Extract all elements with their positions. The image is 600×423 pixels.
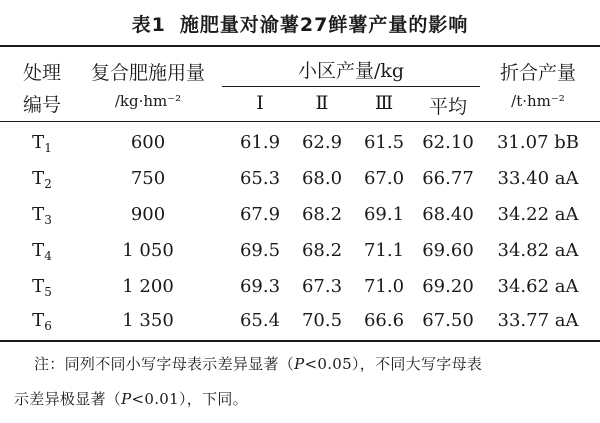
treatment-cell xyxy=(10,204,74,227)
header-treatment-line2: 编号 xyxy=(22,94,61,116)
average-cell: 69.60 xyxy=(422,240,474,261)
rep3-cell: 71.1 xyxy=(363,240,405,261)
yield-cell: 33.40 aA xyxy=(497,168,579,189)
table-title xyxy=(0,10,600,37)
treatment-letter: T xyxy=(32,240,45,261)
treatment-letter: T xyxy=(32,168,45,189)
table-caption: 施肥量对渝薯27鲜薯产量的影响 xyxy=(179,14,469,36)
rep1-cell: 67.9 xyxy=(239,204,281,225)
table-footnote-line2 xyxy=(14,382,586,417)
bottom-rule xyxy=(0,340,600,342)
table-footnote-line1 xyxy=(14,347,586,382)
header-plot-yield: 小区产量/kg xyxy=(297,60,405,82)
header-converted-line1: 折合产量 xyxy=(499,62,576,84)
average-cell: 68.40 xyxy=(422,204,474,225)
fertilizer-cell: 900 xyxy=(130,204,166,225)
treatment-index: 5 xyxy=(44,285,52,299)
note-p-symbol-2: P xyxy=(121,390,132,408)
rep3-cell: 69.1 xyxy=(363,204,405,225)
fertilizer-cell: 1 050 xyxy=(122,240,174,261)
treatment-index: 4 xyxy=(44,249,52,263)
yield-cell: 34.62 aA xyxy=(497,276,579,297)
average-cell: 67.50 xyxy=(422,310,474,331)
rep1-cell: 65.3 xyxy=(239,168,281,189)
rep1-cell: 69.5 xyxy=(239,240,281,261)
rep1-cell: 69.3 xyxy=(239,276,281,297)
treatment-letter: T xyxy=(32,132,45,153)
header-average: 平均 xyxy=(428,96,467,118)
treatment-cell xyxy=(10,132,74,155)
note-text-3: 示差异极显著（ xyxy=(14,390,122,408)
average-cell: 66.77 xyxy=(422,168,474,189)
header-fertilizer-line1: 复合肥施用量 xyxy=(90,62,205,84)
treatment-index: 3 xyxy=(44,213,52,227)
yield-cell: 33.77 aA xyxy=(497,310,579,331)
fertilizer-cell: 1 350 xyxy=(122,310,174,331)
rep2-cell: 62.9 xyxy=(301,132,343,153)
treatment-letter: T xyxy=(32,204,45,225)
treatment-cell xyxy=(10,168,74,191)
fertilizer-cell: 750 xyxy=(130,168,166,189)
note-p-symbol-1: P xyxy=(294,355,305,373)
treatment-cell xyxy=(10,310,74,333)
group-underline xyxy=(222,86,480,87)
rep2-cell: 70.5 xyxy=(301,310,343,331)
treatment-letter: T xyxy=(32,310,45,331)
table-number: 表1 xyxy=(131,14,166,36)
fertilizer-cell: 600 xyxy=(130,132,166,153)
yield-cell: 34.82 aA xyxy=(497,240,579,261)
note-text-4: <0.01），下同。 xyxy=(131,390,248,408)
treatment-index: 2 xyxy=(44,177,52,191)
average-cell: 62.10 xyxy=(422,132,474,153)
note-text-2: <0.05），不同大写字母表 xyxy=(304,355,483,373)
treatment-letter: T xyxy=(32,276,45,297)
rep3-cell: 66.6 xyxy=(363,310,405,331)
rep2-cell: 68.2 xyxy=(301,240,343,261)
treatment-cell xyxy=(10,276,74,299)
header-treatment-line1: 处理 xyxy=(22,62,61,84)
header-rep-2: Ⅱ xyxy=(315,92,329,114)
note-text-1: 注：同列不同小写字母表示差异显著（ xyxy=(34,355,295,373)
rep2-cell: 68.0 xyxy=(301,168,343,189)
treatment-index: 1 xyxy=(44,141,52,155)
rep2-cell: 68.2 xyxy=(301,204,343,225)
treatment-index: 6 xyxy=(44,319,52,333)
rep3-cell: 71.0 xyxy=(363,276,405,297)
top-rule xyxy=(0,45,600,47)
yield-cell: 34.22 aA xyxy=(497,204,579,225)
header-rep-1: Ⅰ xyxy=(256,92,264,114)
fertilizer-cell: 1 200 xyxy=(122,276,174,297)
rep1-cell: 61.9 xyxy=(239,132,281,153)
average-cell: 69.20 xyxy=(422,276,474,297)
rep3-cell: 67.0 xyxy=(363,168,405,189)
yield-cell: 31.07 bB xyxy=(496,132,579,153)
header-fertilizer-line2: /kg·hm⁻² xyxy=(114,92,182,110)
treatment-cell xyxy=(10,240,74,263)
header-converted-line2: /t·hm⁻² xyxy=(511,92,565,110)
rep1-cell: 65.4 xyxy=(239,310,281,331)
rep2-cell: 67.3 xyxy=(301,276,343,297)
rep3-cell: 61.5 xyxy=(363,132,405,153)
header-rule xyxy=(0,121,600,122)
header-rep-3: Ⅲ xyxy=(374,92,394,114)
